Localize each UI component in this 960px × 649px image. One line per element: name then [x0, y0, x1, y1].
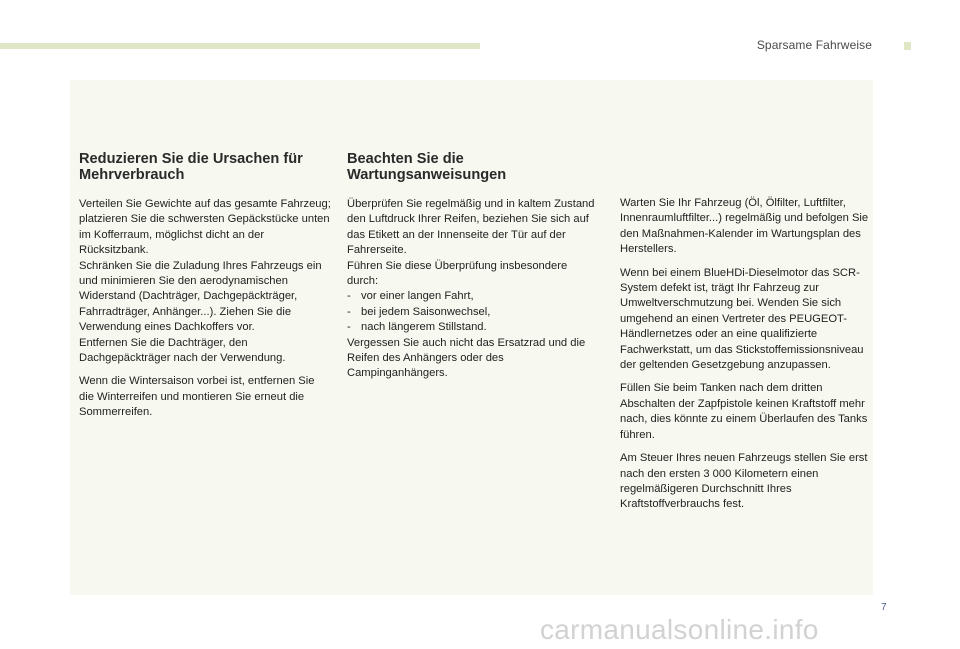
- content-panel: [70, 80, 873, 595]
- paragraph-scr-system: Wenn bei einem BlueHDi-Dieselmotor das SCR-System defekt ist, trägt Ihr Fahrzeug zur Umweltverschmutzung bei. Wenden Sie sich umgehend an einen Vertreter des PEUGEOT-Händlernetzes oder an eine qualifizierte Fachwerkstatt, um das Stickstoffemissionsniveau der geltenden Gesetzgebung anzupassen.: [620, 266, 864, 372]
- paragraph-service-schedule: Warten Sie Ihr Fahrzeug (Öl, Ölfilter, Luftfilter, Innenraumluftfilter...) regelmäßig und befolgen Sie den Maßnahmen-Kalender im Wartungsplan des Herstellers.: [620, 197, 869, 256]
- header-accent-bar: [0, 43, 480, 49]
- list-item: - nach längerem Stillstand.: [347, 320, 595, 335]
- heading-reduce-consumption: Reduzieren Sie die Ursachen für Mehrverbrauch: [79, 151, 303, 183]
- check-occasions-list: [347, 289, 595, 335]
- paragraph-tyre-pressure: Überprüfen Sie regelmäßig und in kaltem Zustand den Luftdruck Ihrer Reifen, beziehen Sie sich auf das Etikett an der Innenseite der Tür auf der Fahrerseite. Führen Sie diese Überprüfung insbesondere durch:: [347, 198, 595, 288]
- column-maintenance-continued: [620, 196, 870, 521]
- watermark: carmanualsonline.info: [540, 614, 819, 645]
- column-maintenance: [347, 152, 595, 390]
- list-item: - vor einer langen Fahrt,: [347, 289, 595, 304]
- column-reduce-consumption: [79, 152, 331, 429]
- paragraph-refuelling: Füllen Sie beim Tanken nach dem dritten Abschalten der Zapfpistole keinen Kraftstoff mehr nach, dies könnte zu einem Überlaufen des Tanks führen.: [620, 382, 868, 441]
- paragraph-winter-tyres: Wenn die Wintersaison vorbei ist, entfernen Sie die Winterreifen und montieren Sie erneut die Sommerreifen.: [79, 375, 315, 419]
- section-title: Sparsame Fahrweise: [756, 38, 872, 52]
- section-marker: [904, 42, 911, 50]
- heading-maintenance: Beachten Sie die Wartungsanweisungen: [347, 151, 507, 183]
- paragraph-weight-distribution: Verteilen Sie Gewichte auf das gesamte Fahrzeug; platzieren Sie die schwersten Gepäckstücke unten im Kofferraum, möglichst dicht an der Rücksitzbank. Schränken Sie die Zuladung Ihres Fahrzeugs ein und minimieren Sie den aerodynamischen Widerstand (Dachträger, Dachgepäckträger, Fahrradträger, Anhänger...). Ziehen Sie die Verwendung eines Dachkoffers vor. Entfernen Sie die Dachträger, den Dachgepäckträger nach der Verwendung.: [79, 198, 331, 365]
- list-item: - bei jedem Saisonwechsel,: [347, 305, 595, 320]
- paragraph-spare-wheel: Vergessen Sie auch nicht das Ersatzrad und die Reifen des Anhängers oder des Campinganhängers.: [347, 336, 586, 380]
- page-number: 7: [881, 602, 887, 613]
- paragraph-running-in: Am Steuer Ihres neuen Fahrzeugs stellen Sie erst nach den ersten 3 000 Kilometern einen regelmäßigeren Durchschnitt Ihres Kraftstoffverbrauchs fest.: [620, 452, 868, 511]
